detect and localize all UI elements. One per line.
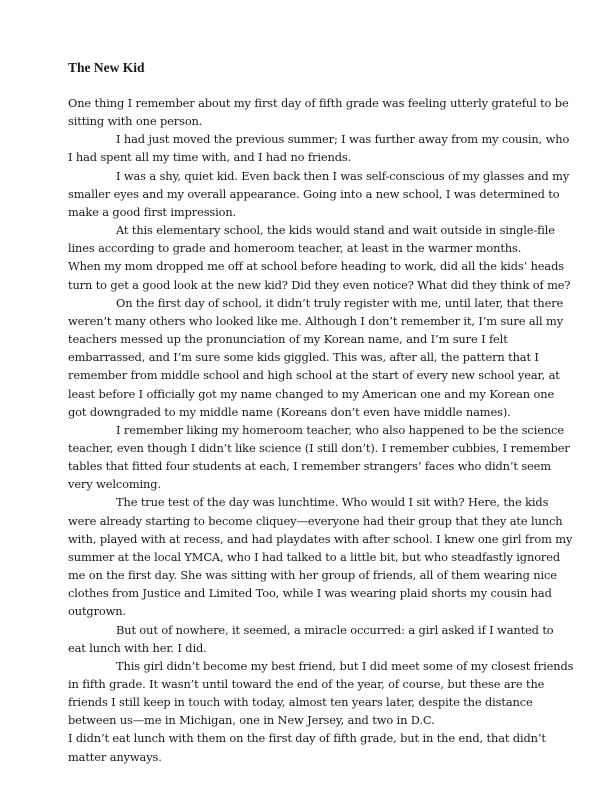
document-body bbox=[68, 94, 574, 766]
paragraph: On the first day of school, it didn’t truly register with me, until later, that there weren’t many others who looked like me. Although I don’t remember it, I’m sure all my teachers messed up the pronunciation of my Korean name, and I’m sure I felt embarrassed, and I’m sure some kids giggled. This was, after all, the pattern that I remember from middle school and high school at the start of every new school year, at least before I officially got my name changed to my American one and my Korean one got downgraded to my middle name (Koreans don’t even have middle names). bbox=[68, 295, 564, 419]
document-title: The New Kid bbox=[68, 60, 145, 75]
paragraph: One thing I remember about my first day of fifth grade was feeling utterly grateful to be sitting with one person. bbox=[68, 96, 569, 129]
paragraph: I was a shy, quiet kid. Even back then I was self-conscious of my glasses and my smaller eyes and my overall appearance. Going into a new school, I was determined to make a good first impression. bbox=[68, 168, 570, 219]
paragraph: I remember liking my homeroom teacher, who also happened to be the science teacher, even though I didn’t like science (I still don’t). I remember cubbies, I remember tables that fitted four students at each, I remember strangers’ faces who didn’t seem very welcoming. bbox=[68, 422, 570, 492]
paragraph: The true test of the day was lunchtime. Who would I sit with? Here, the kids were already starting to become cliquey—everyone had their group that they ate lunch with, played with at recess, and had playdates with after school. I knew one girl from my summer at the local YMCA, who I had talked to a little bit, but who steadfastly ignored me on the first day. She was sitting with her group of friends, all of them wearing nice clothes from Justice and Limited Too, while I was wearing plaid shorts my cousin had outgrown. bbox=[68, 495, 573, 619]
paragraph: I didn’t eat lunch with them on the first day of fifth grade, but in the end, that didn’t matter anyways. bbox=[68, 731, 546, 764]
paragraph: I had just moved the previous summer; I was further away from my cousin, who I had spent all my time with, and I had no friends. bbox=[68, 132, 570, 165]
paragraph: But out of nowhere, it seemed, a miracle occurred: a girl asked if I wanted to eat lunch with her. I did. bbox=[68, 622, 554, 655]
paragraph: This girl didn’t become my best friend, but I did meet some of my closest friends in fifth grade. It wasn’t until toward the end of the year, of course, but these are the friends I still keep in touch with today, almost ten years later, despite the distance between us—me in Michigan, one in New Jersey, and two in D.C. bbox=[68, 658, 574, 728]
paragraph: At this elementary school, the kids would stand and wait outside in single-file lines according to grade and homeroom teacher, at least in the warmer months. bbox=[68, 223, 555, 256]
paragraph: When my mom dropped me off at school before heading to work, did all the kids’ heads turn to get a good look at the new kid? Did they even notice? What did they think of me? bbox=[68, 259, 571, 292]
